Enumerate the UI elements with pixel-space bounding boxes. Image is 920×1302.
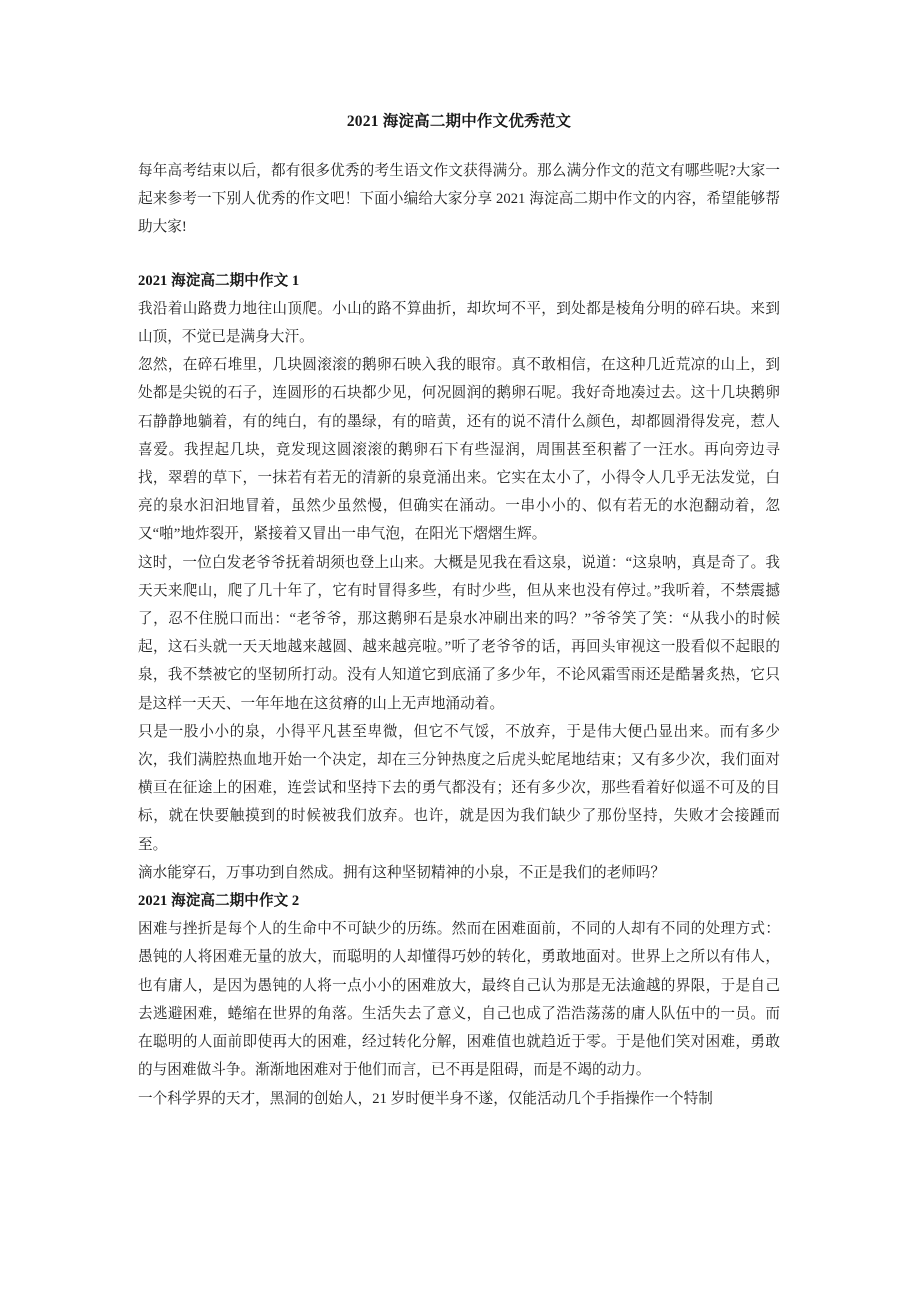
paragraph: 忽然，在碎石堆里，几块圆滚滚的鹅卵石映入我的眼帘。真不敢相信，在这种几近荒凉的山上，到处都是尖锐的石子，连圆形的石块都少见，何况圆润的鹅卵石呢。我好奇地凑过去。这十几块鹅卵石静静地躺着，有的纯白，有的墨绿，有的暗黄，还有的说不清什么颜色，却都圆滑得发亮，惹人喜爱。我捏起几块，竟发现这圆滚滚的鹅卵石下有些湿润，周围甚至积蓄了一汪水。再向旁边寻找，翠碧的草下，一抹若有若无的清新的泉竟涌出来。它实在太小了，小得令人几乎无法发觉，白亮的泉水汩汩地冒着，虽然少虽然慢，但确实在涌动。一串小小的、似有若无的水泡翻动着，忽又“啪”地炸裂开，紧接着又冒出一串气泡，在阳光下熠熠生辉。 [138, 357, 780, 543]
paragraph: 一个科学界的天才，黑洞的创始人，21 岁时便半身不遂，仅能活动几个手指操作一个特制 [138, 1090, 713, 1107]
page-title: 2021 海淀高二期中作文优秀范文 [346, 113, 572, 130]
section-heading-1: 2021 海淀高二期中作文 1 [138, 272, 300, 289]
essay-body-2 [138, 915, 780, 1112]
paragraph: 我沿着山路费力地往山顶爬。小山的路不算曲折，却坎坷不平，到处都是棱角分明的碎石块。来到山顶，不觉已是满身大汗。 [138, 300, 780, 346]
essay-body-1 [138, 295, 780, 887]
paragraph: 只是一股小小的泉，小得平凡甚至卑微，但它不气馁，不放弃，于是伟大便凸显出来。而有多少次，我们满腔热血地开始一个决定，却在三分钟热度之后虎头蛇尾地结束；又有多少次，我们面对横亘在征途上的困难，连尝试和坚持下去的勇气都没有；还有多少次，那些看着好似遥不可及的目标，就在快要触摸到的时候被我们放弃。也许，就是因为我们缺少了那份坚持，失败才会接踵而至。 [138, 723, 780, 853]
essay-section-1 [138, 267, 780, 887]
paragraph: 滴水能穿石，万事功到自然成。拥有这种坚韧精神的小泉，不正是我们的老师吗？ [138, 864, 666, 881]
intro-paragraph: 每年高考结束以后，都有很多优秀的考生语文作文获得满分。那么满分作文的范文有哪些呢?大家一起来参考一下别人优秀的作文吧！下面小编给大家分享 2021 海淀高二期中作文的内容，希望能够帮助大家! [138, 163, 780, 236]
paragraph: 困难与挫折是每个人的生命中不可缺少的历练。然而在困难面前，不同的人却有不同的处理方式：愚钝的人将困难无量的放大，而聪明的人却懂得巧妙的转化，勇敢地面对。世界上之所以有伟人，也有庸人，是因为愚钝的人将一点小小的困难放大，最终自己认为那是无法逾越的界限，于是自己去逃避困难，蜷缩在世界的角落。生活失去了意义，自己也成了浩浩荡荡的庸人队伍中的一员。而在聪明的人面前即使再大的困难，经过转化分解，困难值也就趋近于零。于是他们笑对困难，勇敢的与困难做斗争。渐渐地困难对于他们而言，已不再是阻碍，而是不竭的动力。 [138, 921, 780, 1079]
intro-block [138, 157, 780, 242]
document-content [138, 0, 780, 1113]
paragraph: 这时，一位白发老爷爷抚着胡须也登上山来。大概是见我在看这泉，说道：“这泉呐，真是奇了。我天天来爬山，爬了几十年了，它有时冒得多些，有时少些，但从来也没有停过。”我听着，不禁震撼了，忍不住脱口而出：“老爷爷，那这鹅卵石是泉水冲刷出来的吗？”爷爷笑了笑：“从我小的时候起，这石头就一天天地越来越圆、越来越亮啦。”听了老爷爷的话，再回头审视这一股看似不起眼的泉，我不禁被它的坚韧所打动。没有人知道它到底涌了多少年，不论风霜雪雨还是酷暑炙热，它只是这样一天天、一年年地在这贫瘠的山上无声地涌动着。 [138, 554, 780, 712]
essay-section-2 [138, 887, 780, 1113]
section-heading-2: 2021 海淀高二期中作文 2 [138, 893, 300, 910]
